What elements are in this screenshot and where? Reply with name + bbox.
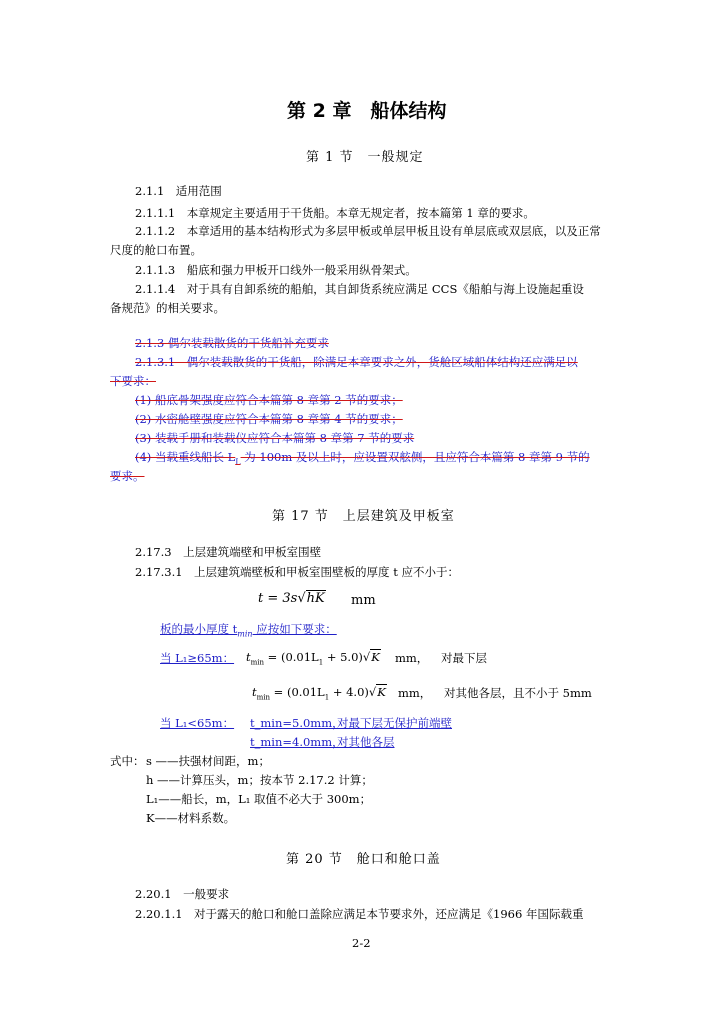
deleted-item-4-sub: L [235, 457, 241, 467]
deleted-item-1: (1) 船底骨架强度应符合本篇第 8 章第 2 节的要求； [135, 393, 403, 407]
formula-thickness-unit: mm [351, 593, 376, 608]
f3-mid-sub: 1 [324, 693, 330, 702]
section-1-heading: 第 1 节 一般规定 [306, 150, 424, 165]
f2-t: t [246, 650, 251, 664]
f3-root: K [377, 685, 386, 699]
case-2-note-2: 对其他各层 [337, 735, 395, 749]
f3-t: t [252, 685, 257, 699]
deleted-clause-2-1-3: 2.1.3 偶尔装载散货的干货船补充要求 [135, 336, 329, 350]
f2-mid: = (0.01L [264, 650, 319, 664]
deleted-item-4-cont: 要求。 [110, 469, 145, 483]
case-1-label: 当 L₁≥65m： [160, 651, 235, 665]
formula-thickness-left: t = 3s [258, 591, 298, 606]
sqrt-sign: √ [297, 591, 306, 606]
sqrt-sign: √ [362, 650, 371, 664]
formula-thickness-root: hK [306, 591, 325, 606]
clause-2-1-1-2-cont: 尺度的舱口布置。 [110, 243, 202, 257]
f3-tail: + 4.0) [329, 685, 369, 699]
clause-2-1-1-4: 2.1.1.4 对于具有自卸系统的船舶，其自卸货系统应满足 CCS《船舶与海上设施起重设 [135, 282, 584, 296]
clause-2-1-1: 2.1.1 适用范围 [135, 184, 222, 198]
formula-thickness [258, 591, 326, 606]
deleted-item-4 [135, 449, 590, 470]
deleted-item-4-tail: 为 100m 及以上时，应设置双舷侧，且应符合本篇第 8 章第 9 节的 [240, 450, 590, 464]
where-l1: L₁——船长，m，L₁ 取值不必大于 300m； [146, 792, 372, 806]
where-s: s ——扶强材间距，m； [146, 754, 270, 768]
min-thickness-sub: min [237, 629, 253, 639]
min-thickness-tail: 应按如下要求： [252, 622, 337, 636]
clause-2-1-1-4-cont: 备规范》的相关要求。 [110, 301, 225, 315]
clause-2-1-1-3: 2.1.1.3 船底和强力甲板开口线外一般采用纵骨架式。 [135, 263, 417, 277]
case-2-value-2: t_min=4.0mm， [250, 735, 344, 749]
section-20-heading: 第 20 节 舱口和舱口盖 [286, 852, 441, 867]
where-lead: 式中： [110, 754, 145, 768]
page-number: 2-2 [352, 936, 371, 950]
formula-min-other [252, 685, 387, 701]
f2-root: K [371, 650, 380, 664]
deleted-clause-2-1-3-1: 2.1.3.1 偶尔装载散货的干货船，除满足本章要求之外，货舱区域船体结构还应满足以 [135, 355, 578, 369]
formula-min-other-unit: mm， [398, 686, 432, 700]
f2-mid-sub: 1 [318, 658, 324, 667]
clause-2-17-3-1: 2.17.3.1 上层建筑端壁板和甲板室围壁板的厚度 t 应不小于： [135, 565, 459, 579]
sqrt-sign: √ [368, 685, 377, 699]
min-thickness-text: 板的最小厚度 t [160, 622, 238, 636]
where-k: K——材料系数。 [146, 811, 236, 825]
deleted-item-4-text: (4) 当载重线船长 L [135, 450, 236, 464]
case-2-note-1: 对最下层无保护前端壁 [337, 716, 452, 730]
clause-2-20-1-1: 2.20.1.1 对于露天的舱口和舱口盖除应满足本节要求外，还应满足《1966 年国际载重 [135, 907, 584, 921]
case-2-value-1: t_min=5.0mm， [250, 716, 344, 730]
f2-tail: + 5.0) [323, 650, 363, 664]
deleted-clause-2-1-3-1-cont: 下要求： [110, 374, 156, 388]
formula-min-lowest-unit: mm， [395, 651, 429, 665]
formula-min-lowest [246, 650, 381, 666]
where-h: h ——计算压头，m；按本节 2.17.2 计算； [146, 773, 373, 787]
deleted-item-3: (3) 装载手册和装载仪应符合本篇第 8 章第 7 节的要求 [135, 431, 415, 445]
case-2-label: 当 L₁<65m： [160, 716, 235, 730]
formula-min-lowest-note: 对最下层 [441, 651, 487, 665]
formula-min-other-note: 对其他各层，且不小于 5mm [444, 686, 592, 700]
clause-2-20-1: 2.20.1 一般要求 [135, 887, 230, 901]
clause-2-1-1-1: 2.1.1.1 本章规定主要适用于干货船。本章无规定者，按本篇第 1 章的要求。 [135, 206, 535, 220]
section-17-heading: 第 17 节 上层建筑及甲板室 [272, 509, 455, 524]
clause-2-17-3: 2.17.3 上层建筑端壁和甲板室围壁 [135, 545, 322, 559]
f2-sub: min [250, 658, 265, 667]
min-thickness-label [160, 621, 337, 642]
f3-mid: = (0.01L [270, 685, 325, 699]
deleted-item-2: (2) 水密舱壁强度应符合本篇第 8 章第 4 节的要求； [135, 412, 403, 426]
chapter-title: 第 2 章 船体结构 [287, 100, 447, 122]
clause-2-1-1-2: 2.1.1.2 本章适用的基本结构形式为多层甲板或单层甲板且设有单层底或双层底，以及正常 [135, 224, 601, 238]
f3-sub: min [256, 693, 271, 702]
